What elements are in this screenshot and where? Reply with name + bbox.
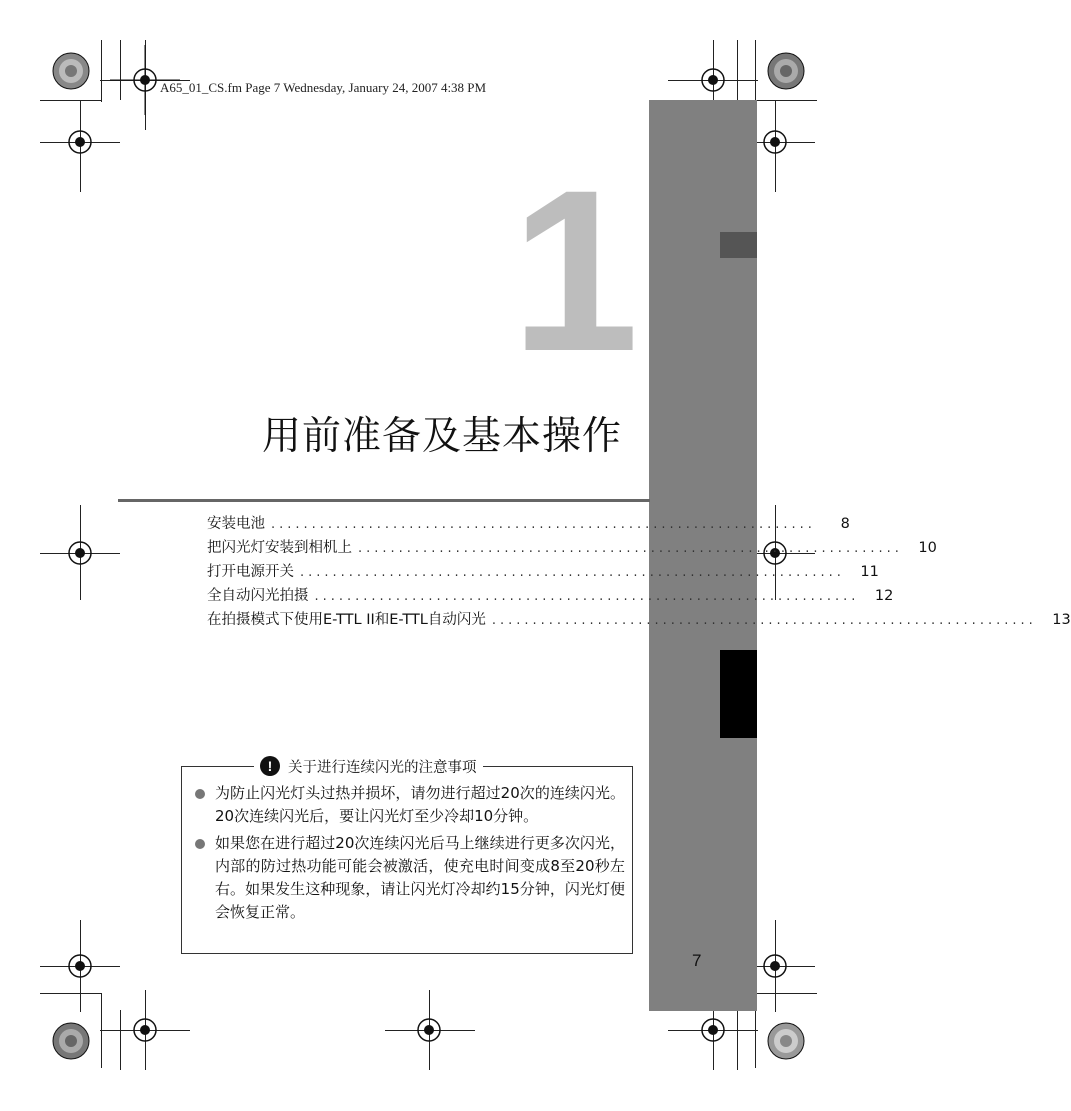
toc-leader-dots: ................................................................... [491, 613, 1037, 628]
toc-entry-page: 12 [874, 588, 894, 604]
toc-leader-dots: ................................................................... [314, 589, 860, 604]
caution-heading-text: 关于进行连续闪光的注意事项 [288, 759, 477, 776]
toc-entry-page: 11 [860, 564, 879, 580]
toc-entry[interactable] [207, 536, 937, 560]
color-target-icon [767, 1022, 805, 1060]
registration-mark-icon [45, 518, 115, 588]
toc-leader-dots: ................................................................... [358, 541, 903, 556]
color-target-icon [52, 1022, 90, 1060]
caution-list [195, 782, 625, 928]
toc-entry[interactable] [207, 608, 1071, 632]
registration-mark-icon [45, 107, 115, 177]
bullet-icon [195, 839, 205, 849]
toc-entry[interactable] [207, 560, 879, 584]
toc-entry[interactable] [207, 512, 850, 536]
caution-icon: ! [260, 756, 280, 776]
section-thumb-tab [720, 650, 757, 738]
list-item-text: 如果您在进行超过20次连续闪光后马上继续进行更多次闪光，内部的防过热功能可能会被激活，使充电时间变成8至20秒左右。如果发生这种现象，请让闪光灯冷却约15分钟，闪光灯便会恢复正常。 [215, 834, 625, 921]
toc-entry-page: 13 [1052, 612, 1071, 628]
chapter-tab-marker [720, 232, 757, 258]
chapter-number [511, 142, 639, 399]
color-target-icon [767, 52, 805, 90]
toc-entry-label: 把闪光灯安装到相机上 [207, 540, 352, 556]
bullet-icon [195, 789, 205, 799]
chapter-title: 用前准备及基本操作 [262, 414, 623, 459]
toc-leader-dots: ................................................................... [271, 517, 816, 532]
registration-mark-icon [394, 995, 464, 1065]
toc-entry-page: 10 [918, 540, 937, 556]
page-number: 7 [692, 951, 702, 970]
toc-entry-label: 打开电源开关 [207, 564, 294, 580]
toc-entry-label: 安装电池 [207, 516, 265, 532]
toc-entry-label: 在拍摄模式下使用E-TTL II和E-TTL自动闪光 [207, 612, 486, 628]
registration-mark-icon [45, 931, 115, 1001]
print-file-header: A65_01_CS.fm Page 7 Wednesday, January 24, 2007 4:38 PM [160, 80, 487, 95]
chapter-number-text: 1 [511, 142, 639, 399]
table-of-contents [207, 512, 1071, 632]
toc-entry[interactable] [207, 584, 894, 608]
toc-entry-page: 8 [840, 516, 850, 532]
caution-heading [254, 754, 483, 778]
list-item [195, 782, 625, 828]
toc-leader-dots: ................................................................... [300, 565, 845, 580]
list-item [195, 832, 625, 924]
registration-mark-icon [110, 995, 180, 1065]
color-target-icon [52, 52, 90, 90]
title-divider [118, 499, 650, 502]
toc-entry-label: 全自动闪光拍摄 [207, 588, 309, 604]
list-item-text: 为防止闪光灯头过热并损坏，请勿进行超过20次的连续闪光。20次连续闪光后，要让闪光灯至少冷却10分钟。 [215, 784, 625, 825]
